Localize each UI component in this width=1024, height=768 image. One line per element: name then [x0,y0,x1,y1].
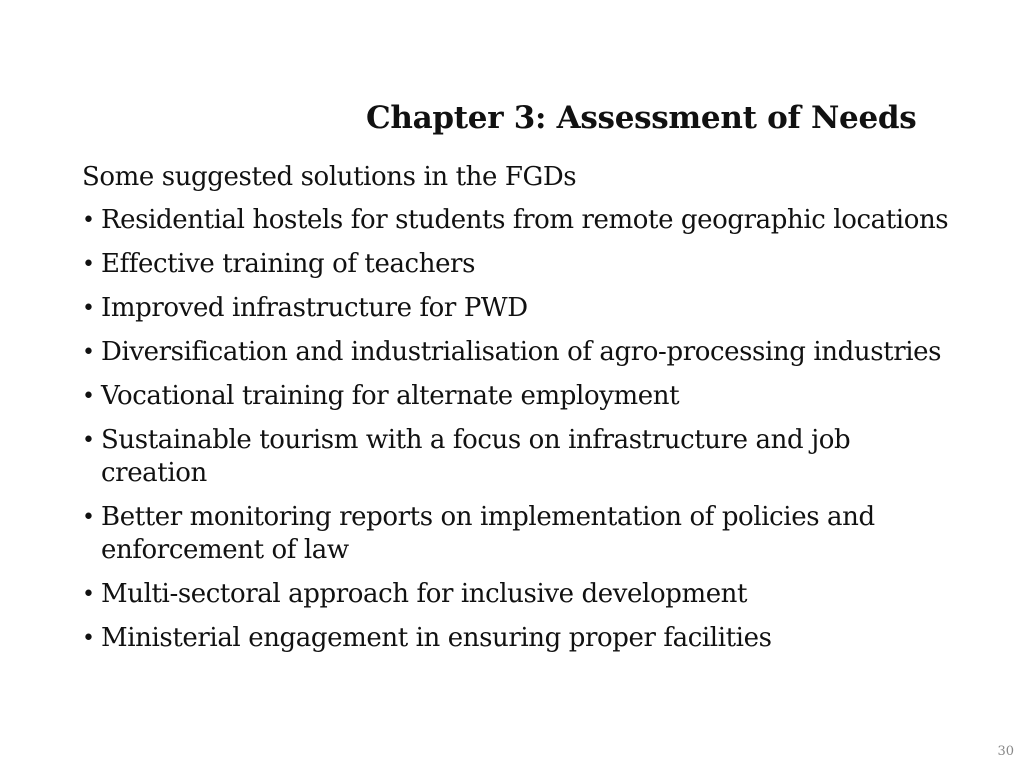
bullet-icon: • [82,384,95,409]
list-item-text: Multi-sectoral approach for inclusive development [101,579,748,609]
list-item-text: Sustainable tourism with a focus on infrastructure and job creation [101,425,851,488]
bullet-icon: • [82,428,95,453]
bullet-icon: • [82,296,95,321]
bullet-icon: • [82,208,95,233]
list-item-text: Residential hostels for students from remote geographic locations [101,205,949,235]
list-item [82,380,962,413]
list-item-text: Ministerial engagement in ensuring proper facilities [101,623,772,653]
list-item [82,578,962,611]
bullet-icon: • [82,626,95,651]
list-item [82,424,962,490]
slide-title: Chapter 3: Assessment of Needs [366,100,917,136]
bullet-icon: • [82,340,95,365]
list-item-text: Better monitoring reports on implementation of policies and enforcement of law [101,502,875,565]
list-item [82,336,962,369]
bullet-icon: • [82,582,95,607]
list-item [82,501,962,567]
list-item-text: Effective training of teachers [101,249,476,279]
list-item-text: Diversification and industrialisation of agro-processing industries [101,337,942,367]
list-item [82,292,962,325]
bullet-icon: • [82,252,95,277]
list-item-text: Vocational training for alternate employment [101,381,680,411]
list-item [82,204,962,237]
list-item [82,248,962,281]
list-item [82,622,962,655]
intro-text: Some suggested solutions in the FGDs [82,162,577,192]
page-number: 30 [997,744,1014,759]
bullet-icon: • [82,505,95,530]
slide-body [82,160,962,666]
bullet-list [82,204,962,655]
list-item-text: Improved infrastructure for PWD [101,293,528,323]
